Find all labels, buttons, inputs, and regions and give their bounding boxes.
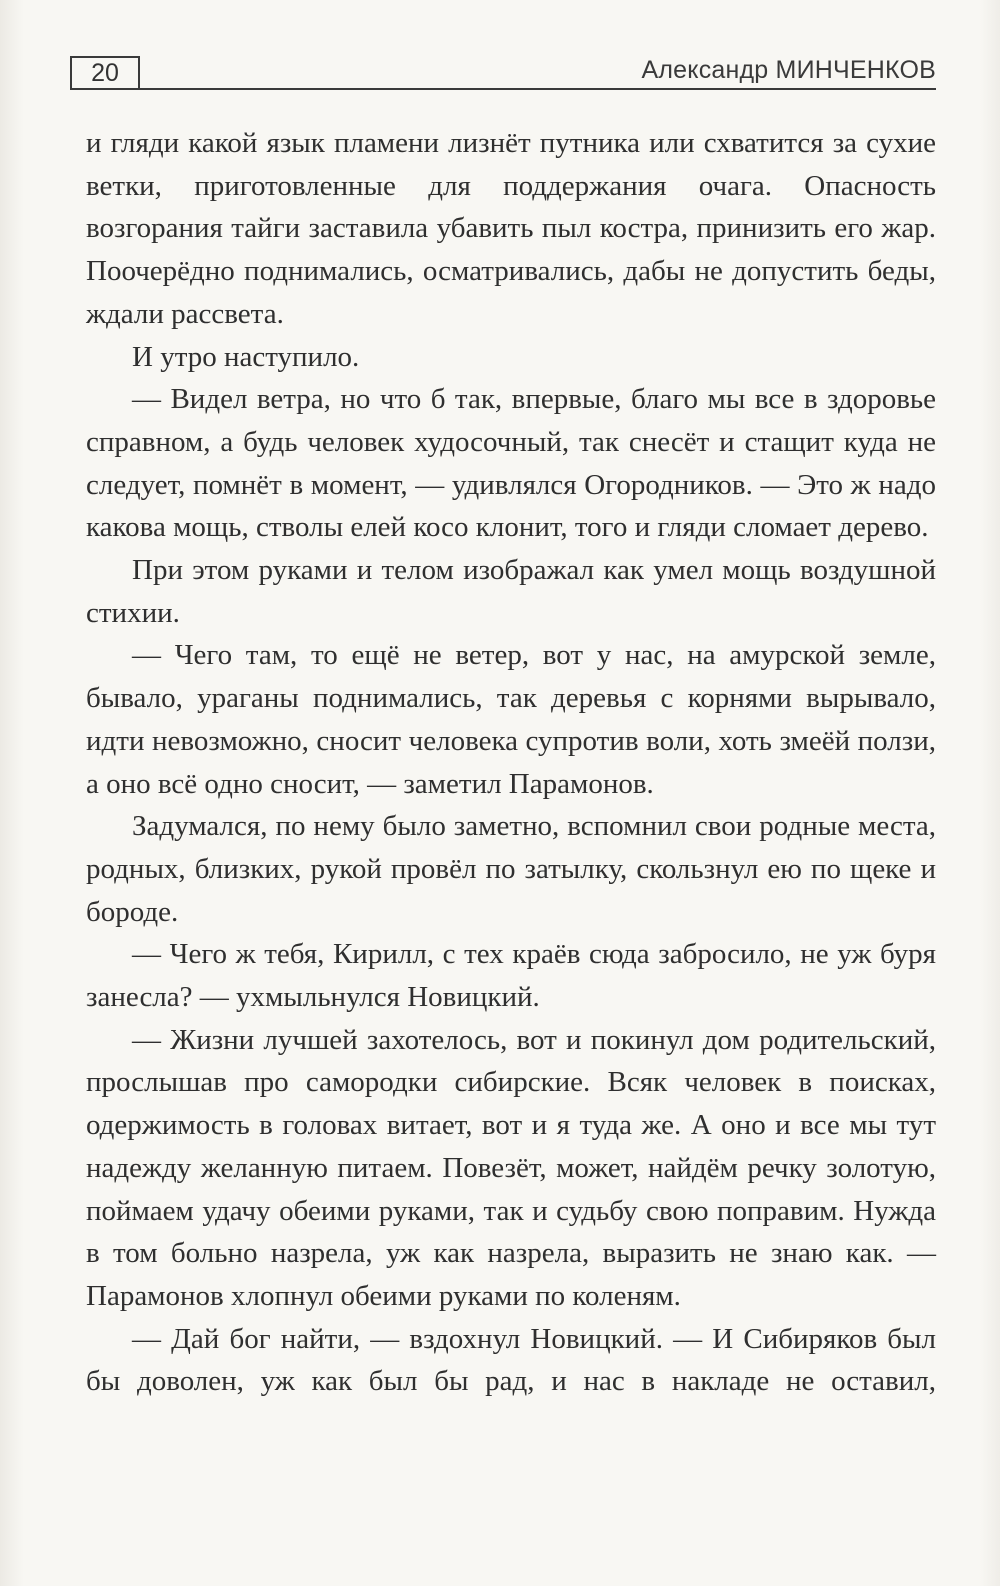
paragraph: — Дай бог найти, — вздохнул Новицкий. — И Сибиряков был бы доволен, уж как был бы рад, и нас в накладе не оставил, xyxy=(86,1322,936,1398)
paragraph: — Жизни лучшей захотелось, вот и покинул дом родительский, прослышав про самородки сибирские. Всяк человек в поисках, одержимость в головах витает, вот и я туда же. А оно и все мы тут надежду желанную питаем. Повезёт, может, найдём речку золотую, поймаем удачу обеими руками, так и судьбу свою поправим. Нужда в том больно назрела, уж как назрела, выразить не знаю как. — Парамонов хлопнул обеими руками по коленям. xyxy=(86,1023,936,1312)
paragraph: — Чего там, то ещё не ветер, вот у нас, на амурской земле, бывало, ураганы поднимались, так деревья с корнями вырывало, идти невозможно, сносит человека супротив воли, хоть змеёй ползи, а оно всё одно сносит, — заметил Парамонов. xyxy=(86,639,936,800)
paragraph: Задумался, по нему было заметно, вспомнил свои родные места, родных, близких, рукой провёл по затылку, скользнул ею по щеке и бороде. xyxy=(86,810,936,928)
page-number: 20 xyxy=(70,56,140,90)
page-header xyxy=(70,56,936,94)
paragraph: — Чего ж тебя, Кирилл, с тех краёв сюда забросило, не уж буря занесла? — ухмыльнулся Новицкий. xyxy=(86,938,936,1014)
paragraph: При этом руками и телом изображал как умел мощь воздушной стихии. xyxy=(86,554,936,629)
body-text xyxy=(86,122,936,1403)
paragraph: И утро наступило. xyxy=(132,340,360,373)
header-rule xyxy=(138,88,936,90)
paragraph: — Видел ветра, но что б так, впервые, благо мы все в здоровье справном, а будь человек худосочный, так снесёт и стащит куда не следует, помнёт в момент, — удивлялся Огородников. — Это ж надо какова мощь, стволы елей косо клонит, того и гляди сломает дерево. xyxy=(86,383,936,544)
running-head: Александр МИНЧЕНКОВ xyxy=(641,56,936,84)
paragraph: и гляди какой язык пламени лизнёт путника или схватится за сухие ветки, приготовленные для поддержания очага. Опасность возгорания тайги заставила убавить пыл костра, принизить его жар. Поочерёдно поднимались, осматривались, дабы не допустить беды, ждали рассвета. xyxy=(86,127,936,330)
